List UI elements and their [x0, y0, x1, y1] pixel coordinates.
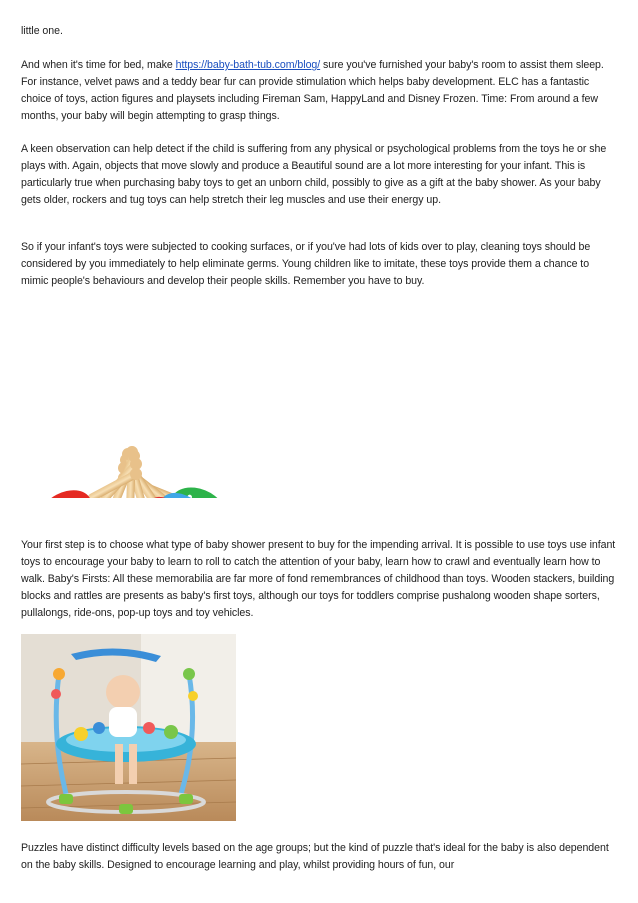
paragraph-bedtime: [21, 57, 617, 125]
maracas-image: [22, 338, 237, 498]
paragraph-observation: A keen observation can help detect if the child is suffering from any physical or psychological problems from the toys he or she plays with. Again, objects that move slowly and produce a Beautiful sound are a lot more interesting for your infant. This is particularly true when purchasing baby toys to get an unborn child, possibly to give as a gift at the baby shower. As your baby gets older, rockers and tug toys can help stretch their leg muscles and use their energy up.: [21, 143, 607, 206]
paragraph-bedtime-rest: sure you've furnished your baby's room to assist them sleep. For instance, velvet paws and a teddy bear fur can provide stimulation which helps baby development. ELC has a fantastic choice of toys, action figures and playsets including Fireman Sam, HappyLand and Disney Frozen. Time: From around a few months, your baby will begin attempting to grasp things.: [21, 59, 604, 122]
paragraph-shower-present: Your first step is to choose what type of baby shower present to buy for the impending arrival. It is possible to use toys use infant toys to encourage your baby to learn to roll to catch the attention of your baby, learn how to crawl and eventually learn how to walk. Baby's Firsts: All these memorabilia are far more of fond remembrances of childhood than toys. Wooden stackers, building blocks and rattles are presents as baby's first toys, although our toys for toddlers comprise pushalong wooden shape sorters, pullalongs, ride-ons, pop-up toys and toy vehicles.: [21, 539, 616, 619]
baby-jumper-photo: [21, 634, 236, 821]
paragraph-bedtime-start: And when it's time for bed, make: [21, 59, 176, 71]
blog-link[interactable]: https://baby-bath-tub.com/blog/: [175, 59, 321, 71]
paragraph-puzzles: Puzzles have distinct difficulty levels based on the age groups; but the kind of puzzle that's ideal for the baby is also dependent on the baby skills. Designed to encourage learning and play, whilst providing hours of fun, our: [21, 842, 609, 871]
paragraph-intro: little one.: [21, 25, 63, 37]
paragraph-cleaning: So if your infant's toys were subjected to cooking surfaces, or if you've had lots of kids over to play, cleaning toys should be considered by you immediately to help eliminate germs. Young children like to imitate, these toys provide them a chance to mimic people's behaviours and develop their people skills. Remember you have to buy.: [21, 241, 591, 287]
